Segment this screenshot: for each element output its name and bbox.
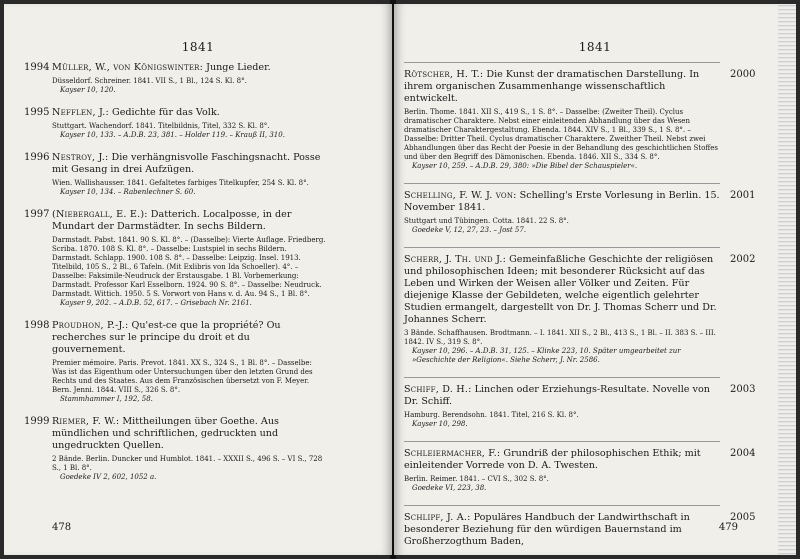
entry-separator — [404, 62, 720, 63]
entry-heading — [404, 69, 720, 105]
entry-list — [14, 62, 326, 494]
entry-publication: Düsseldorf. Schreiner. 1841. VII S., 1 Bl., 124 S. Kl. 8°. — [52, 77, 247, 85]
entry-body — [52, 107, 326, 140]
entry-number: 1998 — [24, 320, 50, 331]
entry-number: 2003 — [730, 384, 756, 395]
entry-author: Proudhon, P.-J.: — [52, 320, 129, 331]
entry-publication: Hamburg. Berendsohn. 1841. Titel, 216 S. Kl. 8°. — [404, 411, 579, 419]
entry-body — [52, 416, 326, 482]
entry-author: Schiff, D. H.: — [404, 384, 472, 395]
entry-heading — [404, 190, 720, 214]
entry-author: Schelling, F. W. J. von: — [404, 190, 517, 201]
entry-references: Kayser 10, 259. – A.D.B. 29, 380: »Die Bibel der Schauspieler«. — [412, 162, 638, 170]
bibliography-entry — [404, 247, 756, 365]
entry-references: Kayser 10, 133. – A.D.B. 23, 381. – Holder 119. – Krauß II, 310. — [60, 131, 285, 139]
entry-references: Goedeke V, 12, 27, 23. – Jost 57. — [412, 226, 527, 234]
entry-publication: Stuttgart und Tübingen. Cotta. 1841. 22 S. 8°. — [404, 217, 569, 225]
entry-heading — [404, 254, 720, 326]
entry-separator — [404, 183, 720, 184]
entry-body — [404, 448, 720, 493]
right-page — [394, 4, 796, 555]
bibliography-entry — [14, 416, 326, 482]
entry-author: (Niebergall, E. E.): — [52, 209, 148, 220]
entry-heading — [52, 107, 326, 119]
entry-author: Scherr, J. Th. und J.: — [404, 254, 507, 265]
entry-author: Riemer, F. W.: — [52, 416, 120, 427]
entry-number: 1994 — [24, 62, 50, 73]
entry-publication: 2 Bände. Berlin. Duncker und Humblot. 1841. – XXXII S., 496 S. – VI S., 728 S., 1 Bl. 8°. — [52, 455, 323, 472]
entry-number: 1999 — [24, 416, 50, 427]
entry-heading — [52, 209, 326, 233]
entry-title: Die verhängnisvolle Faschingsnacht. Posse mit Gesang in drei Aufzügen. — [52, 152, 321, 175]
entry-references: Kayser 9, 202. – A.D.B. 52, 617. – Grisebach Nr. 2161. — [60, 299, 252, 307]
entry-publication: Berlin. Reimer. 1841. – CVI S., 302 S. 8°. — [404, 475, 549, 483]
entry-author: Schlipf, J. A.: — [404, 512, 471, 523]
entry-publication: Wien. Wallishausser. 1841. Gefaltetes farbiges Titelkupfer, 254 S. Kl. 8°. — [52, 179, 309, 187]
running-head: 1841 — [181, 40, 215, 54]
entry-separator — [404, 377, 720, 378]
entry-heading — [404, 384, 720, 408]
entry-body — [52, 209, 326, 308]
entry-title: Gemeinfaßliche Geschichte der religiösen und philosophischen Ideen; mit besonderer Rücksicht auf das Leben und Wirken der Weisen aller Völker und Zeiten. Für diejenige Klasse der Gebildeten, welche eigentlich gelehrter Studien ermangelt, dargestellt von Dr. J. Thomas Scherr und Dr. Johannes Scherr. — [404, 254, 717, 325]
bibliography-entry — [14, 62, 326, 95]
entry-title: Linchen oder Erziehungs-Resultate. Novelle von Dr. Schiff. — [404, 384, 710, 407]
entry-body — [52, 320, 326, 404]
entry-title: Die Kunst der dramatischen Darstellung. In ihrem organischen Zusammenhange wissenschaftlich entwickelt. — [404, 69, 700, 104]
entry-title: Gedichte für das Volk. — [112, 107, 220, 118]
bibliography-entry — [14, 320, 326, 404]
entry-references: Stammhammer I, 192, 58. — [60, 395, 153, 403]
entry-body — [52, 62, 326, 95]
bibliography-entry — [404, 441, 756, 493]
left-page — [4, 4, 392, 555]
entry-title: Mittheilungen über Goethe. Aus mündlichen und schriftlichen, gedruckten und ungedruckten Quellen. — [52, 416, 279, 451]
entry-number: 1997 — [24, 209, 50, 220]
entry-references: Kayser 10, 134. – Rabenlechner S. 60. — [60, 188, 196, 196]
entry-publication: Berlin. Thome. 1841. XII S., 419 S., 1 S. 8°. – Dasselbe: (Zweiter Theil). Cyclus dramatischer Charaktere. Nebst einer einleitenden Abhandlung über das Wesen dramatischer Charaktergestaltung. Ebenda. 1844. XIV S., 1 Bl., 339 S., 1 S. 8°. – Dasselbe: Dritter Theil. Cyclus dramatischer Charaktere. Zweither Theil. Nebst zwei Abhandlungen über das Recht der Poesie in der Behandlung des geschichtlichen Stoffes und über den Begriff des Dämonischen. Ebenda. 1846. XII S., 334 S. 8°. — [404, 108, 719, 161]
entry-title: Schelling's Erste Vorlesung in Berlin. 15. November 1841. — [404, 190, 720, 213]
page-number: 479 — [718, 522, 738, 533]
entry-heading — [52, 152, 326, 176]
entry-number: 1996 — [24, 152, 50, 163]
entry-body — [404, 512, 720, 548]
entry-body — [404, 254, 720, 365]
entry-title: Populäres Handbuch der Landwirthschaft in besonderer Beziehung für den würdigen Bauernstand im Großherzogthum Baden, — [404, 512, 690, 547]
entry-number: 2002 — [730, 254, 756, 265]
entry-title: Qu'est-ce que la propriété? Ou recherches sur le principe du droit et du gouvernement. — [52, 320, 281, 355]
entry-number: 2001 — [730, 190, 756, 201]
entry-heading — [404, 448, 720, 472]
bibliography-entry — [14, 152, 326, 197]
entry-body — [404, 190, 720, 235]
entry-author: Nestroy, J.: — [52, 152, 109, 163]
scan-edge-artifact — [778, 4, 796, 555]
entry-references: Kayser 10, 298. — [412, 420, 468, 428]
entry-title: Junge Lieder. — [206, 62, 271, 73]
entry-publication: Premier mémoire. Paris. Prevot. 1841. XX S., 324 S., 1 Bl. 8°. – Dasselbe: Was ist das Eigenthum oder Untersuchungen über den letzten Grund des Rechts und des Staates. Aus dem Französischen übersetzt von F. Meyer. Bern. Jenni. 1844. VIII S., 326 S. 8°. — [52, 359, 313, 394]
bibliography-entry — [404, 377, 756, 429]
bibliography-entry — [14, 209, 326, 308]
entry-number: 1995 — [24, 107, 50, 118]
entry-references: Kayser 10, 120. — [60, 86, 116, 94]
entry-author: Nefflen, J.: — [52, 107, 109, 118]
entry-title: Grundriß der philosophischen Ethik; mit einleitender Vorrede von D. A. Twesten. — [404, 448, 701, 471]
entry-publication: Stuttgart. Wachendorf. 1841. Titelbildnis, Titel, 332 S. Kl. 8°. — [52, 122, 270, 130]
page-number: 478 — [52, 522, 72, 533]
entry-heading — [404, 512, 720, 548]
entry-title: Datterich. Localposse, in der Mundart der Darmstädter. In sechs Bildern. — [52, 209, 292, 232]
entry-publication: Darmstadt. Pabst. 1841. 90 S. Kl. 8°. – (Dasselbe): Vierte Auflage. Friedberg. Scriba. 1870. 108 S. Kl. 8°. – Dasselbe: Lustspiel in sechs Bildern. Darmstadt. Schlapp. 1900. 108 S. 8°. – Dasselbe: Leipzig. Insel. 1913. Titelbild, 105 S., 2 Bl., 6 Tafeln. (Mit Exlibris von Ida Schoeller). 4°. – Dasselbe: Faksimile-Neudruck der Erstausgabe. 1 Bl. Vorbemerkung: Darmstadt. Professor Karl Esselborn. 1924. 90 S. 8°. – Dasselbe: Neudruck. Darmstadt. Wittich. 1950. 5 S. Vorwort von Hans v. d. Au. 94 S., 1 Bl. 8°. — [52, 236, 326, 298]
entry-publication: 3 Bände. Schaffhausen. Brodtmann. – I. 1841. XII S., 2 Bl., 413 S., 1 Bl. – II. 383 S. – III. 1842. IV S., 319 S. 8°. — [404, 329, 716, 346]
entry-body — [404, 384, 720, 429]
entry-body — [404, 69, 720, 171]
entry-references: Goedeke VI, 223, 38. — [412, 484, 487, 492]
entry-number: 2005 — [730, 512, 756, 523]
bibliography-entry — [14, 107, 326, 140]
entry-heading — [52, 320, 326, 356]
bibliography-entry — [404, 183, 756, 235]
entry-number: 2000 — [730, 69, 756, 80]
entry-separator — [404, 505, 720, 506]
entry-heading — [52, 62, 326, 74]
entry-separator — [404, 441, 720, 442]
entry-references: Kayser 10, 296. – A.D.B. 31, 125. – Klinke 223, 10. Später umgearbeitet zur »Geschichte der Religion«. Siehe Scherr, J. Nr. 2586. — [412, 347, 681, 364]
entry-number: 2004 — [730, 448, 756, 459]
entry-author: Rötscher, H. T.: — [404, 69, 484, 80]
entry-heading — [52, 416, 326, 452]
entry-separator — [404, 247, 720, 248]
running-head: 1841 — [578, 40, 612, 54]
entry-references: Goedeke IV 2, 602, 1052 a. — [60, 473, 157, 481]
entry-body — [52, 152, 326, 197]
entry-author: Müller, W., von Königswinter: — [52, 62, 204, 73]
bibliography-entry — [404, 62, 756, 171]
entry-author: Schleiermacher, F.: — [404, 448, 501, 459]
